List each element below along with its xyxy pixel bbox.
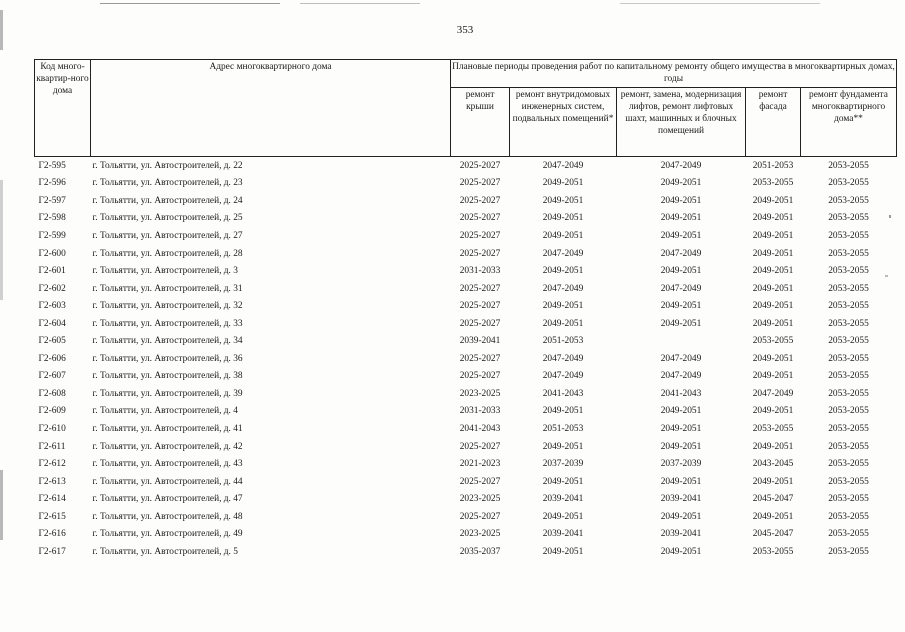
cell-address: г. Тольятти, ул. Автостроителей, д. 5: [92, 546, 238, 557]
cell-foundation: 2053-2055: [828, 511, 869, 522]
cell-elevators: 2047-2049: [660, 283, 702, 294]
table-row: [35, 280, 897, 298]
table-row: [35, 210, 897, 228]
table-row: [35, 297, 897, 315]
cell-address: г. Тольятти, ул. Автостроителей, д. 42: [92, 441, 243, 452]
cell-address: г. Тольятти, ул. Автостроителей, д. 36: [92, 353, 243, 364]
header-engineering: ремонт внутридомовых инженерных систем, подвальных помещений*: [510, 88, 617, 157]
cell-engineering: 2047-2049: [542, 248, 584, 259]
cell-code: Г2-605: [38, 336, 66, 347]
cell-address: г. Тольятти, ул. Автостроителей, д. 27: [92, 230, 243, 241]
cell-foundation: 2053-2055: [828, 318, 869, 329]
header-periods-group: Плановые периоды проведения работ по капитальному ремонту общего имущества в многоквартирных домах, годы: [451, 60, 897, 88]
cell-foundation: 2053-2055: [828, 529, 869, 540]
cell-code: Г2-611: [38, 441, 66, 452]
cell-foundation: 2053-2055: [828, 494, 869, 505]
cell-elevators: 2047-2049: [660, 371, 702, 382]
cell-address: г. Тольятти, ул. Автостроителей, д. 39: [92, 388, 243, 399]
cell-elevators: 2047-2049: [660, 248, 702, 259]
cell-facade: 2051-2053: [752, 160, 794, 171]
cell-foundation: 2053-2055: [828, 195, 869, 206]
cell-roof: 2021-2023: [459, 459, 501, 470]
cell-elevators: 2049-2051: [660, 423, 702, 434]
cell-foundation: 2053-2055: [828, 353, 869, 364]
cell-facade: 2043-2045: [752, 459, 794, 470]
cell-foundation: 2053-2055: [828, 423, 869, 434]
cell-engineering: 2047-2049: [542, 283, 584, 294]
cell-code: Г2-609: [38, 406, 66, 417]
cell-code: Г2-603: [38, 301, 66, 312]
cell-code: Г2-597: [38, 195, 66, 206]
cell-roof: 2025-2027: [459, 371, 501, 382]
cell-roof: 2025-2027: [459, 511, 501, 522]
header-row-top: [35, 60, 897, 88]
cell-code: Г2-615: [38, 511, 66, 522]
header-roof: ремонт крыши: [451, 88, 510, 157]
cell-code: Г2-601: [38, 266, 66, 277]
table-row: [35, 385, 897, 403]
cell-address: г. Тольятти, ул. Автостроителей, д. 41: [92, 423, 243, 434]
cell-engineering: 2047-2049: [542, 371, 584, 382]
table-row: [35, 175, 897, 193]
cell-engineering: 2049-2051: [542, 213, 584, 224]
table-row: [35, 490, 897, 508]
scan-edge-line: [100, 3, 280, 4]
table-row: [35, 157, 897, 175]
cell-foundation: 2053-2055: [828, 230, 869, 241]
cell-elevators: 2049-2051: [660, 230, 702, 241]
cell-address: г. Тольятти, ул. Автостроителей, д. 33: [92, 318, 243, 329]
cell-elevators: 2039-2041: [660, 494, 702, 505]
header-address: Адрес многоквартирного дома: [91, 60, 451, 157]
cell-address: г. Тольятти, ул. Автостроителей, д. 31: [92, 283, 243, 294]
cell-engineering: 2049-2051: [542, 230, 584, 241]
cell-roof: 2031-2033: [459, 266, 501, 277]
table-row: [35, 473, 897, 491]
cell-engineering: 2051-2053: [542, 423, 584, 434]
cell-foundation: 2053-2055: [828, 459, 869, 470]
cell-engineering: 2049-2051: [542, 476, 584, 487]
cell-facade: 2049-2051: [752, 283, 794, 294]
cell-address: г. Тольятти, ул. Автостроителей, д. 43: [92, 459, 243, 470]
table-row: [35, 508, 897, 526]
cell-address: г. Тольятти, ул. Автостроителей, д. 47: [92, 494, 243, 505]
cell-elevators: 2049-2051: [660, 546, 702, 557]
cell-elevators: 2049-2051: [660, 511, 702, 522]
header-code: Код много-квартир-ного дома: [35, 60, 91, 157]
cell-code: Г2-616: [38, 529, 66, 540]
cell-elevators: [617, 332, 746, 350]
table-row: [35, 192, 897, 210]
scan-edge-line: [300, 3, 420, 4]
cell-facade: 2045-2047: [752, 529, 794, 540]
cell-engineering: 2049-2051: [542, 511, 584, 522]
cell-elevators: 2047-2049: [660, 160, 702, 171]
cell-foundation: 2053-2055: [828, 546, 869, 557]
cell-facade: 2049-2051: [752, 511, 794, 522]
scan-margin-mark: [0, 180, 3, 300]
cell-roof: 2025-2027: [459, 248, 501, 259]
header-elevators: ремонт, замена, модернизация лифтов, ремонт лифтовых шахт, машинных и блочных помещений: [617, 88, 746, 157]
cell-code: Г2-604: [38, 318, 66, 329]
cell-code: Г2-596: [38, 178, 66, 189]
cell-code: Г2-612: [38, 459, 66, 470]
header-facade: ремонт фасада: [746, 88, 801, 157]
cell-roof: 2023-2025: [459, 494, 501, 505]
cell-address: г. Тольятти, ул. Автостроителей, д. 48: [92, 511, 243, 522]
cell-elevators: 2049-2051: [660, 301, 702, 312]
cell-address: г. Тольятти, ул. Автостроителей, д. 22: [92, 160, 243, 171]
cell-code: Г2-610: [38, 423, 66, 434]
cell-foundation: 2053-2055: [828, 336, 869, 347]
cell-foundation: 2053-2055: [828, 248, 869, 259]
cell-elevators: 2039-2041: [660, 529, 702, 540]
cell-elevators: 2047-2049: [660, 353, 702, 364]
cell-roof: 2035-2037: [459, 546, 501, 557]
cell-engineering: 2049-2051: [542, 441, 584, 452]
table-row: [35, 350, 897, 368]
cell-address: г. Тольятти, ул. Автостроителей, д. 28: [92, 248, 243, 259]
cell-code: Г2-614: [38, 494, 66, 505]
cell-elevators: 2041-2043: [660, 388, 702, 399]
cell-elevators: 2049-2051: [660, 318, 702, 329]
cell-engineering: 2039-2041: [542, 529, 584, 540]
cell-code: Г2-602: [38, 283, 66, 294]
cell-engineering: 2049-2051: [542, 195, 584, 206]
cell-address: г. Тольятти, ул. Автостроителей, д. 25: [92, 213, 243, 224]
cell-facade: 2053-2055: [752, 336, 794, 347]
cell-facade: 2049-2051: [752, 476, 794, 487]
cell-foundation: 2053-2055: [828, 476, 869, 487]
cell-facade: 2053-2055: [752, 178, 794, 189]
cell-foundation: 2053-2055: [828, 266, 869, 277]
cell-foundation: 2053-2055: [828, 388, 869, 399]
cell-roof: 2025-2027: [459, 160, 501, 171]
cell-roof: 2023-2025: [459, 388, 501, 399]
cell-engineering: 2049-2051: [542, 406, 584, 417]
cell-code: Г2-600: [38, 248, 66, 259]
cell-foundation: 2053-2055: [828, 406, 869, 417]
cell-roof: 2025-2027: [459, 441, 501, 452]
cell-address: г. Тольятти, ул. Автостроителей, д. 38: [92, 371, 243, 382]
cell-address: г. Тольятти, ул. Автостроителей, д. 3: [92, 266, 238, 277]
cell-facade: 2049-2051: [752, 195, 794, 206]
table-row: [35, 420, 897, 438]
cell-roof: 2041-2043: [459, 423, 501, 434]
cell-facade: 2049-2051: [752, 266, 794, 277]
cell-roof: 2039-2041: [459, 336, 501, 347]
cell-engineering: 2049-2051: [542, 301, 584, 312]
cell-address: г. Тольятти, ул. Автостроителей, д. 49: [92, 529, 243, 540]
table-row: [35, 525, 897, 543]
capital-repair-table: [34, 59, 897, 561]
cell-engineering: 2049-2051: [542, 266, 584, 277]
cell-engineering: 2051-2053: [542, 336, 584, 347]
table-row: [35, 543, 897, 561]
cell-code: Г2-595: [38, 160, 66, 171]
cell-facade: 2049-2051: [752, 353, 794, 364]
cell-code: Г2-613: [38, 476, 66, 487]
cell-roof: 2025-2027: [459, 301, 501, 312]
cell-elevators: 2049-2051: [660, 266, 702, 277]
table-row: [35, 403, 897, 421]
cell-roof: 2025-2027: [459, 213, 501, 224]
cell-roof: 2023-2025: [459, 529, 501, 540]
cell-code: Г2-599: [38, 230, 66, 241]
cell-foundation: 2053-2055: [828, 283, 869, 294]
cell-foundation: 2053-2055: [828, 178, 869, 189]
cell-code: Г2-617: [38, 546, 66, 557]
cell-engineering: 2049-2051: [542, 318, 584, 329]
cell-elevators: 2049-2051: [660, 195, 702, 206]
cell-facade: 2053-2055: [752, 546, 794, 557]
cell-engineering: 2039-2041: [542, 494, 584, 505]
header-foundation: ремонт фундамента многоквартирного дома**: [801, 88, 897, 157]
cell-address: г. Тольятти, ул. Автостроителей, д. 44: [92, 476, 243, 487]
cell-facade: 2049-2051: [752, 230, 794, 241]
cell-address: г. Тольятти, ул. Автостроителей, д. 24: [92, 195, 243, 206]
table-row: [35, 455, 897, 473]
table-row: [35, 245, 897, 263]
table-body: [35, 157, 897, 561]
cell-facade: 2053-2055: [752, 423, 794, 434]
cell-facade: 2049-2051: [752, 441, 794, 452]
cell-code: Г2-607: [38, 371, 66, 382]
cell-roof: 2025-2027: [459, 283, 501, 294]
cell-facade: 2049-2051: [752, 318, 794, 329]
cell-elevators: 2049-2051: [660, 178, 702, 189]
cell-address: г. Тольятти, ул. Автостроителей, д. 23: [92, 178, 243, 189]
cell-roof: 2025-2027: [459, 353, 501, 364]
cell-elevators: 2049-2051: [660, 441, 702, 452]
table-row: [35, 262, 897, 280]
cell-facade: 2049-2051: [752, 371, 794, 382]
cell-engineering: 2049-2051: [542, 546, 584, 557]
cell-code: Г2-606: [38, 353, 66, 364]
cell-roof: 2025-2027: [459, 195, 501, 206]
cell-address: г. Тольятти, ул. Автостроителей, д. 34: [92, 336, 243, 347]
cell-foundation: 2053-2055: [828, 160, 869, 171]
cell-facade: 2049-2051: [752, 248, 794, 259]
table-row: [35, 227, 897, 245]
cell-engineering: 2037-2039: [542, 459, 584, 470]
cell-elevators: 2049-2051: [660, 406, 702, 417]
cell-engineering: 2047-2049: [542, 353, 584, 364]
cell-foundation: 2053-2055: [828, 441, 869, 452]
cell-code: Г2-598: [38, 213, 66, 224]
scan-edge-line: [620, 3, 820, 4]
cell-engineering: 2041-2043: [542, 388, 584, 399]
cell-facade: 2049-2051: [752, 301, 794, 312]
cell-elevators: 2049-2051: [660, 476, 702, 487]
cell-roof: 2031-2033: [459, 406, 501, 417]
cell-roof: 2025-2027: [459, 318, 501, 329]
table-row: [35, 315, 897, 333]
cell-elevators: 2037-2039: [660, 459, 702, 470]
cell-foundation: 2053-2055: [828, 371, 869, 382]
cell-roof: 2025-2027: [459, 230, 501, 241]
cell-facade: 2045-2047: [752, 494, 794, 505]
table-row: [35, 332, 897, 350]
table-row: [35, 368, 897, 386]
cell-facade: 2049-2051: [752, 213, 794, 224]
cell-engineering: 2047-2049: [542, 160, 584, 171]
cell-address: г. Тольятти, ул. Автостроителей, д. 4: [92, 406, 238, 417]
cell-foundation: 2053-2055: [828, 213, 869, 224]
table-row: [35, 438, 897, 456]
cell-foundation: 2053-2055: [828, 301, 869, 312]
cell-elevators: 2049-2051: [660, 213, 702, 224]
cell-address: г. Тольятти, ул. Автостроителей, д. 32: [92, 301, 243, 312]
scan-margin-mark: [0, 470, 3, 540]
cell-facade: 2047-2049: [752, 388, 794, 399]
cell-roof: 2025-2027: [459, 476, 501, 487]
cell-engineering: 2049-2051: [542, 178, 584, 189]
cell-roof: 2025-2027: [459, 178, 501, 189]
page-number: 353: [456, 24, 474, 36]
cell-code: Г2-608: [38, 388, 66, 399]
cell-facade: 2049-2051: [752, 406, 794, 417]
